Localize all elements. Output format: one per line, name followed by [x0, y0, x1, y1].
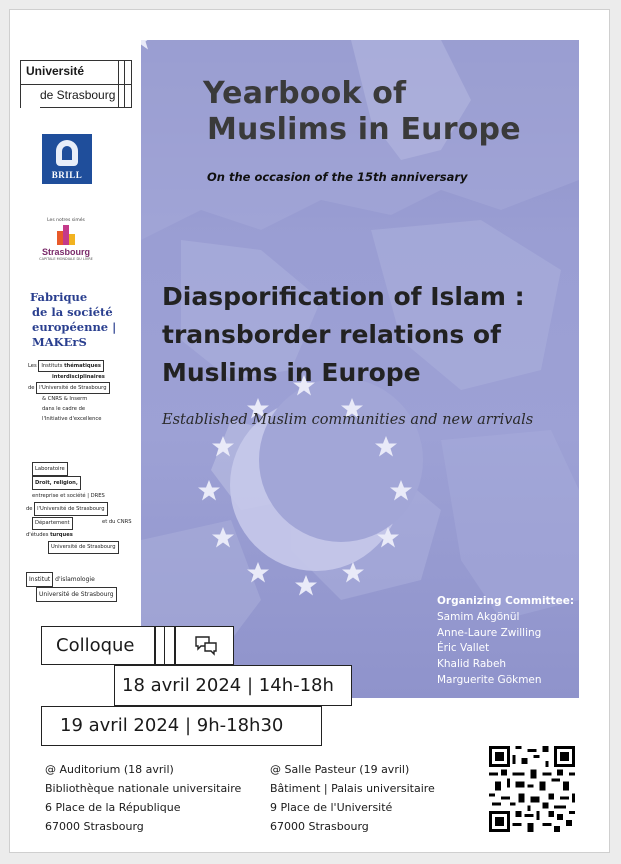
makers-line: européenne | [32, 320, 117, 334]
committee-member: Samim Akgönül [437, 610, 520, 623]
committee-member: Khalid Rabeh [437, 658, 507, 671]
makers-line: Fabrique [30, 290, 88, 304]
turques-text: Université de Strasbourg [48, 541, 119, 554]
committee-heading: Organizing Committee: [437, 595, 575, 607]
star-icon [295, 575, 317, 596]
date-box-day1 [114, 665, 352, 706]
series-title-line2: Muslims in Europe [207, 112, 521, 147]
event-type-box [41, 626, 155, 665]
decorative-box [155, 626, 175, 665]
turques-text: d'études [26, 532, 49, 538]
strasbourg-capital-logo [36, 218, 96, 260]
venue-line: 67000 Strasbourg [270, 820, 369, 833]
strasbourg-subtitle: CAPITALE MONDIALE DU LIVRE [39, 257, 93, 261]
islamo-text: Université de Strasbourg [36, 587, 117, 602]
itis-text: interdisciplinaires [52, 374, 105, 380]
strasbourg-tagline: Les notres simés [47, 218, 85, 223]
committee-member: Marguerite Gökmen [437, 673, 542, 686]
venue-line: Bâtiment | Palais universitaire [270, 782, 435, 795]
day1-time: 14h-18h [258, 675, 334, 696]
itis-logo [28, 360, 138, 424]
itis-box: l'Université de Strasbourg [36, 382, 109, 394]
dres-text: entreprise et société | DRES [32, 493, 105, 499]
university-name-line1: Université [26, 64, 85, 78]
venue-line: 9 Place de l'Université [270, 801, 393, 814]
itis-text: l'Initiative d'excellence [42, 416, 102, 422]
makers-line: MAKErS [32, 335, 87, 349]
colloquium-title: Diasporification of Islam : transborder relations of Muslims in Europe [162, 282, 525, 387]
islamology-logo [26, 572, 136, 602]
itis-text: thématiques [64, 363, 101, 369]
university-logo [20, 60, 132, 108]
strasbourg-name: Strasbourg [41, 247, 90, 257]
university-name-line2: de Strasbourg [40, 88, 116, 102]
event-type-label: Colloque [56, 635, 135, 656]
anniversary-note: On the occasion of the 15th anniversary [207, 170, 468, 184]
makers-line: de la société [32, 305, 113, 319]
dres-text: Laboratoire [32, 462, 68, 476]
chat-box [175, 626, 234, 665]
day2-date: 19 avril 2024 [60, 715, 180, 736]
separator: | [246, 675, 254, 696]
venue-line: Bibliothèque nationale universitaire [45, 782, 242, 795]
itis-box [38, 360, 104, 372]
series-title-line1: Yearbook of [203, 76, 407, 111]
date-box-day2 [41, 706, 322, 746]
hero-map-image [141, 40, 579, 698]
venue-name: @ Salle Pasteur (19 avril) [270, 763, 410, 776]
brill-wordmark: BRILL [51, 170, 83, 180]
book-emblem-icon [57, 225, 75, 245]
itis-text: & CNRS & Inserm [42, 396, 88, 402]
venue-line: 67000 Strasbourg [45, 820, 144, 833]
venue-line: 6 Place de la République [45, 801, 181, 814]
islamo-text: d'islamologie [55, 576, 95, 583]
makers-logo [30, 290, 116, 350]
organizing-committee [437, 594, 574, 689]
islamo-text: Institut [26, 572, 53, 587]
turques-text: turques [50, 532, 73, 538]
dres-text: Droit, religion, [32, 476, 81, 490]
qr-code[interactable] [489, 746, 575, 832]
separator: | [184, 715, 192, 736]
athena-crest-icon [56, 140, 78, 166]
colloquium-subtitle: Established Muslim communities and new arrivals [162, 412, 534, 428]
star-icon [198, 480, 220, 501]
itis-text: dans le cadre de [42, 406, 86, 412]
brill-logo [42, 134, 92, 184]
venue-name: @ Auditorium (18 avril) [45, 763, 174, 776]
committee-member: Éric Vallet [437, 642, 490, 655]
itis-text: Instituts [41, 363, 63, 369]
dres-text: et du CNRS [102, 519, 132, 525]
dres-text: l'Université de Strasbourg [34, 502, 107, 516]
itis-text: Les [28, 363, 37, 369]
committee-member: Anne-Laure Zwilling [437, 626, 542, 639]
series-title [203, 76, 521, 148]
venue-day2 [270, 760, 435, 836]
turkish-studies-logo [26, 517, 136, 554]
chat-bubbles-icon [194, 635, 218, 657]
dres-text: de [26, 506, 33, 512]
day1-date: 18 avril 2024 [122, 675, 242, 696]
turques-text: Département [32, 517, 73, 530]
day2-time: 9h-18h30 [196, 715, 284, 736]
itis-text: de [28, 385, 35, 391]
venue-day1 [45, 760, 241, 836]
